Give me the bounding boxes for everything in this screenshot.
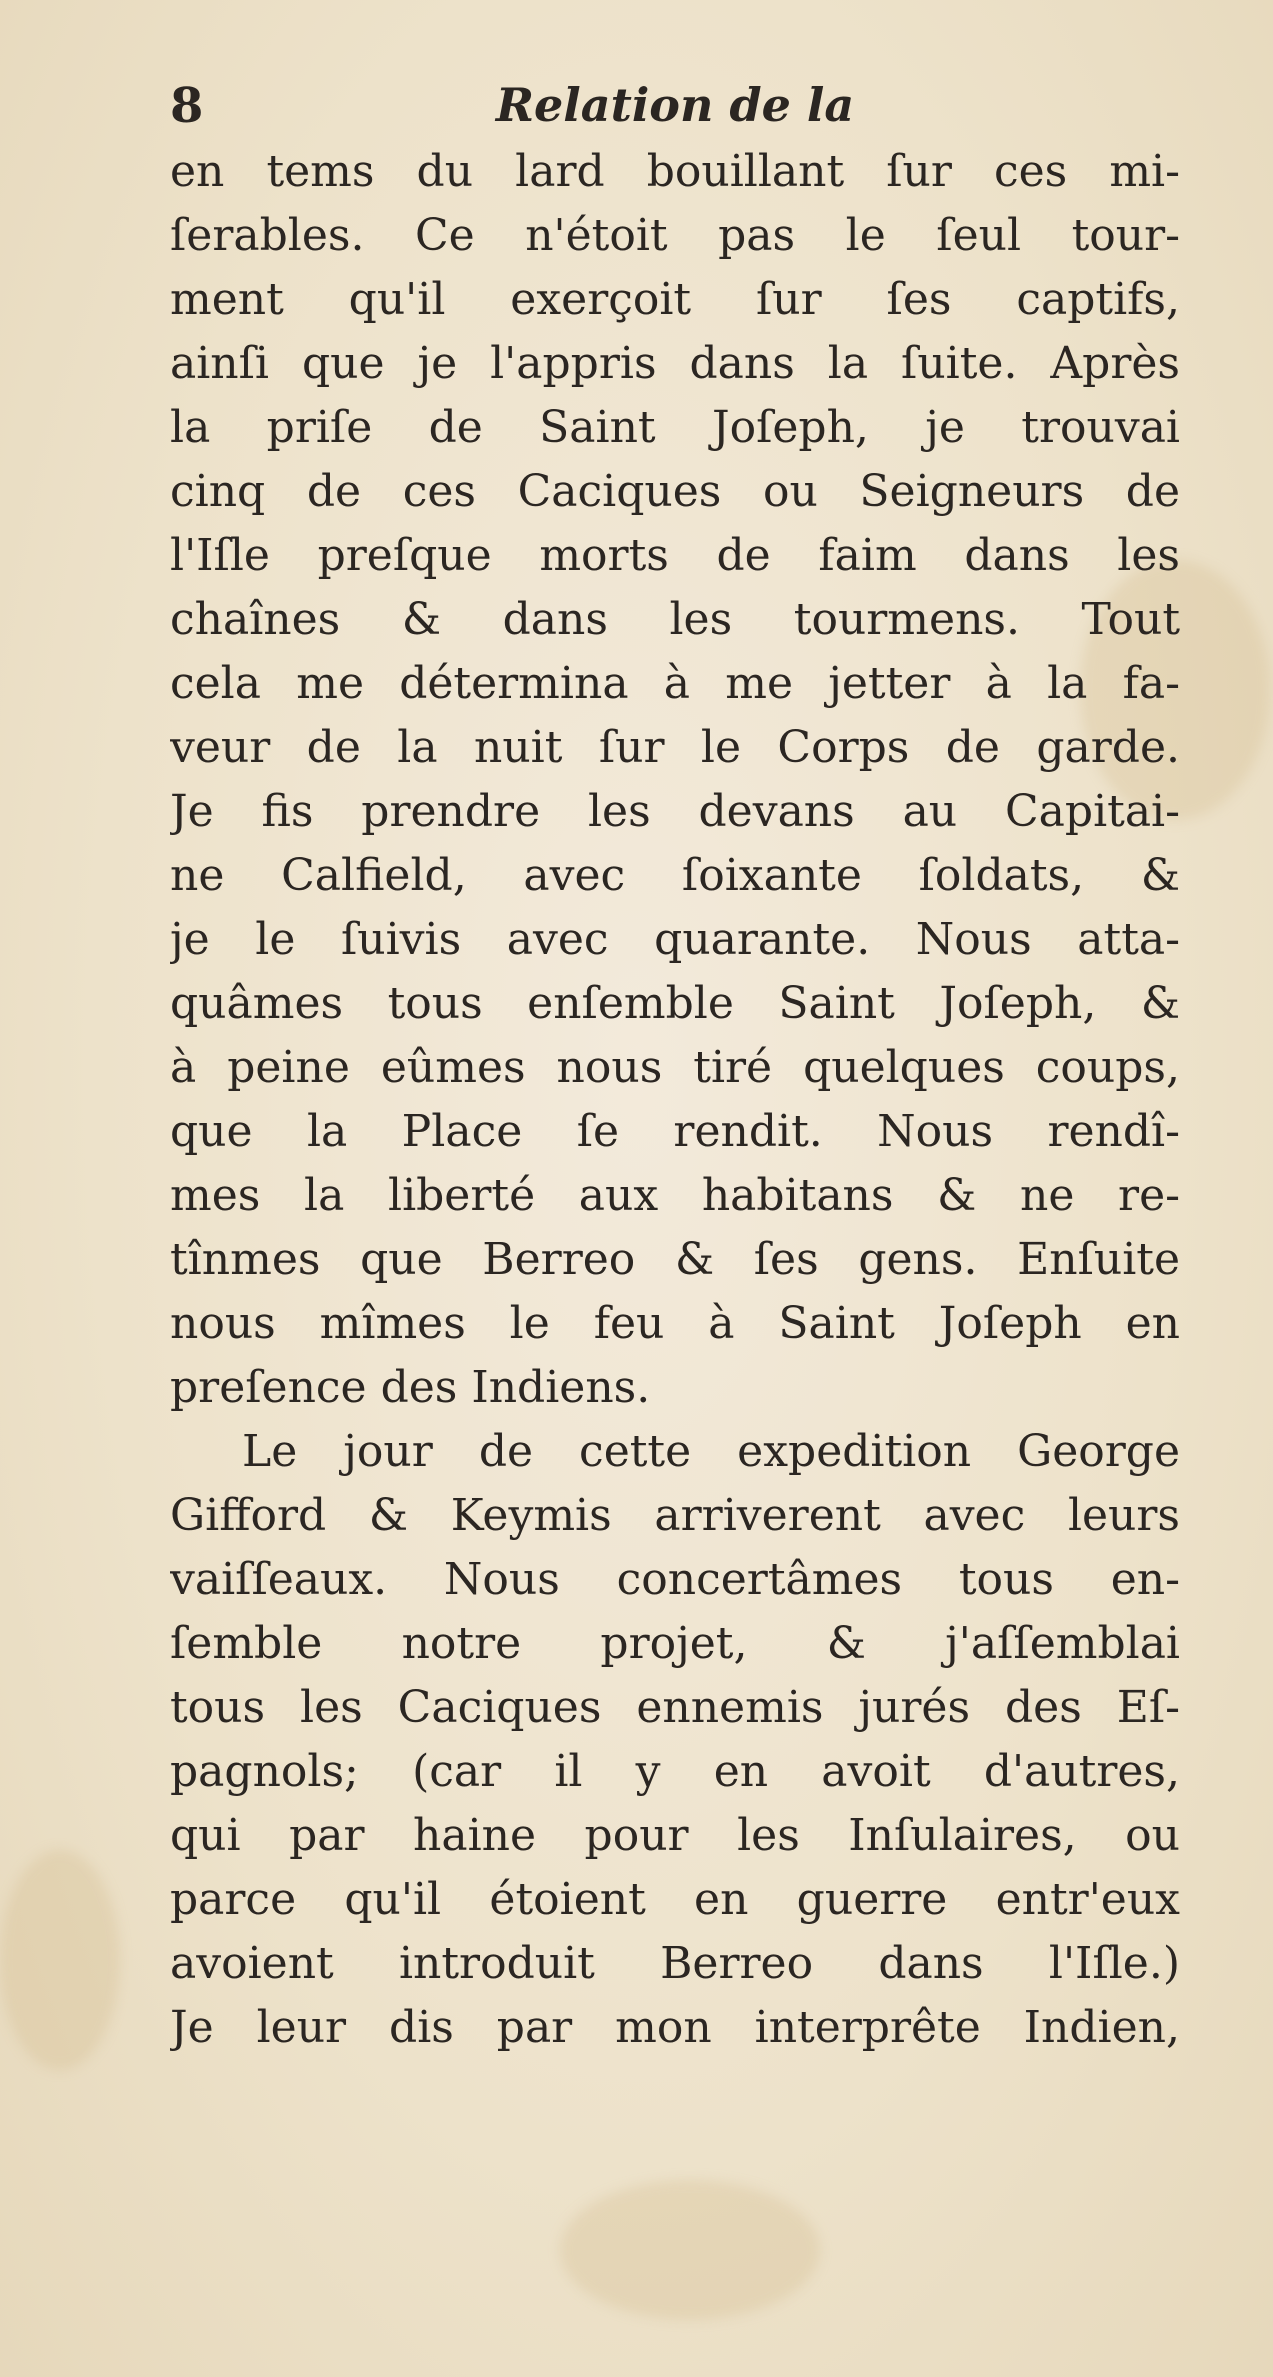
text-line: veur de la nuit ſur le Corps de garde. xyxy=(170,722,1180,773)
text-line: tînmes que Berreo & ſes gens. Enſuite xyxy=(170,1234,1180,1285)
paper-stain xyxy=(560,2180,820,2320)
text-line: la priſe de Saint Joſeph, je trouvai xyxy=(170,402,1180,453)
text-line: Gifford & Keymis arriverent avec leurs xyxy=(170,1490,1180,1541)
running-head: Relation de la xyxy=(495,78,855,132)
text-line: vaiſſeaux. Nous concertâmes tous en- xyxy=(170,1554,1180,1605)
text-line: Je fis prendre les devans au Capitai- xyxy=(170,786,1180,837)
text-line: avoient introduit Berreo dans l'Iſle.) xyxy=(170,1938,1180,1989)
text-line: ainſi que je l'appris dans la ſuite. Après xyxy=(170,338,1180,389)
text-line: qui par haine pour les Inſulaires, ou xyxy=(170,1810,1180,1861)
text-line: l'Iſle preſque morts de faim dans les xyxy=(170,530,1180,581)
text-line: Le jour de cette expedition George xyxy=(242,1426,1180,1477)
text-line: nous mîmes le feu à Saint Joſeph en xyxy=(170,1298,1180,1349)
text-line: mes la liberté aux habitans & ne re- xyxy=(170,1170,1180,1221)
text-line: tous les Caciques ennemis jurés des Eſ- xyxy=(170,1682,1180,1733)
paper-stain xyxy=(0,1850,120,2070)
text-line: pagnols; (car il y en avoit d'autres, xyxy=(170,1746,1180,1797)
text-line: chaînes & dans les tourmens. Tout xyxy=(170,594,1180,645)
text-line: preſence des Indiens. xyxy=(170,1362,651,1413)
text-line: ſerables. Ce n'étoit pas le ſeul tour- xyxy=(170,210,1180,261)
text-line: cela me détermina à me jetter à la fa- xyxy=(170,658,1180,709)
page-number: 8 xyxy=(170,78,204,134)
text-line: cinq de ces Caciques ou Seigneurs de xyxy=(170,466,1180,517)
text-line: ment qu'il exerçoit ſur ſes captifs, xyxy=(170,274,1180,325)
text-line: ne Calfield, avec ſoixante ſoldats, & xyxy=(170,850,1180,901)
body-text xyxy=(170,140,1180,2060)
text-line: à peine eûmes nous tiré quelques coups, xyxy=(170,1042,1180,1093)
text-line: parce qu'il étoient en guerre entr'eux xyxy=(170,1874,1180,1925)
text-line: en tems du lard bouillant ſur ces mi- xyxy=(170,146,1180,197)
text-line: quâmes tous enſemble Saint Joſeph, & xyxy=(170,978,1180,1029)
text-line: ſemble notre projet, & j'aſſemblai xyxy=(170,1618,1180,1669)
page-header xyxy=(170,78,1180,148)
text-line: que la Place ſe rendit. Nous rendî- xyxy=(170,1106,1180,1157)
text-line: Je leur dis par mon interprête Indien, xyxy=(170,2002,1180,2053)
text-line: je le ſuivis avec quarante. Nous atta- xyxy=(170,914,1180,965)
